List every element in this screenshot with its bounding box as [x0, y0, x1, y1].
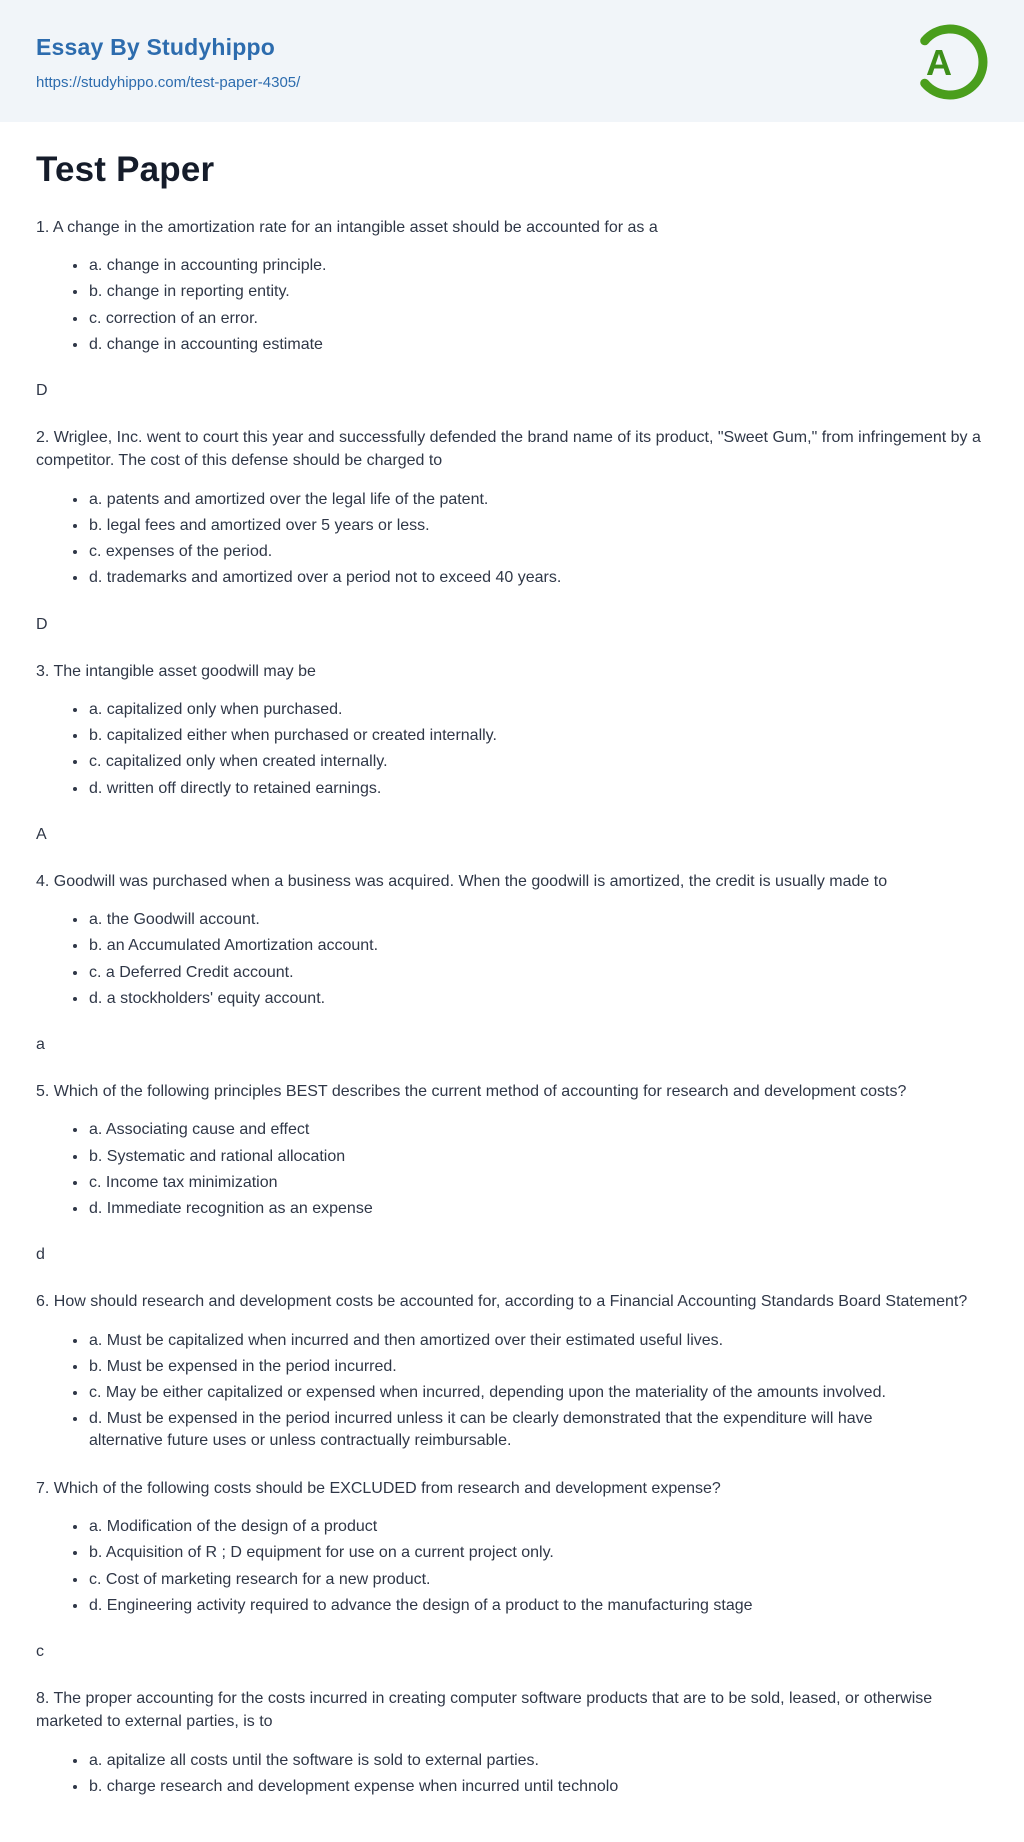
question-prompt: 4. Goodwill was purchased when a business was acquired. When the goodwill is amortized, the credit is usually made to — [36, 872, 888, 890]
question-option: • c. a Deferred Credit account. — [88, 962, 948, 983]
question-option: • d. Immediate recognition as an expense — [88, 1198, 948, 1219]
question-option: • b. capitalized either when purchased or created internally. — [88, 725, 948, 746]
question-options — [36, 255, 988, 355]
article-body — [0, 122, 1024, 1842]
question-options — [36, 699, 988, 799]
question-option: • c. capitalized only when created internally. — [88, 751, 948, 772]
site-title: Essay By Studyhippo — [36, 33, 275, 60]
question-block — [36, 1080, 988, 1264]
logo-letter: A — [926, 42, 952, 83]
question-option: • a. capitalized only when purchased. — [88, 699, 948, 720]
question-answer: D — [36, 382, 48, 400]
question-options — [36, 1516, 988, 1616]
question-option: • a. Modification of the design of a product — [88, 1516, 948, 1537]
question-block — [36, 1290, 988, 1451]
studyhippo-logo — [912, 24, 988, 100]
question-option: • a. Must be capitalized when incurred and then amortized over their estimated useful lives. — [88, 1330, 948, 1351]
question-option: • b. Acquisition of R ; D equipment for use on a current project only. — [88, 1542, 948, 1563]
question-option: • b. Must be expensed in the period incurred. — [88, 1356, 948, 1377]
studyhippo-logo-icon — [912, 24, 988, 100]
question-answer: A — [36, 825, 47, 843]
question-option: • a. Associating cause and effect — [88, 1119, 948, 1140]
question-option: • d. trademarks and amortized over a period not to exceed 40 years. — [88, 567, 948, 588]
question-block — [36, 660, 988, 844]
question-option: • a. change in accounting principle. — [88, 255, 948, 276]
question-option: • b. legal fees and amortized over 5 years or less. — [88, 515, 948, 536]
header-text — [36, 34, 300, 91]
question-option: • b. an Accumulated Amortization account. — [88, 935, 948, 956]
question-option: • d. Must be expensed in the period incurred unless it can be clearly demonstrated that the expenditure will have alternative future uses or unless contractually reimbursable. — [88, 1408, 948, 1451]
question-block — [36, 1687, 988, 1797]
question-answer: a — [36, 1036, 45, 1054]
questions-list — [36, 216, 988, 1797]
question-block — [36, 426, 988, 633]
question-option: • d. Engineering activity required to advance the design of a product to the manufacturing stage — [88, 1595, 948, 1616]
question-prompt: 5. Which of the following principles BEST describes the current method of accounting for research and development costs? — [36, 1083, 907, 1101]
question-block — [36, 870, 988, 1054]
question-prompt: 1. A change in the amortization rate for an intangible asset should be accounted for as a — [36, 219, 658, 236]
question-option: • d. change in accounting estimate — [88, 334, 948, 355]
question-prompt: 6. How should research and development costs be accounted for, according to a Financial Accounting Standards Board Statement? — [36, 1293, 968, 1311]
question-option: • c. Cost of marketing research for a new product. — [88, 1569, 948, 1590]
question-block — [36, 216, 988, 400]
question-options — [36, 909, 988, 1009]
page-header — [0, 0, 1024, 122]
question-answer: D — [36, 615, 48, 633]
question-options — [36, 489, 988, 589]
question-block — [36, 1477, 988, 1661]
question-answer: d — [36, 1246, 45, 1264]
question-option: • c. Income tax minimization — [88, 1172, 948, 1193]
question-prompt: 2. Wriglee, Inc. went to court this year and successfully defended the brand name of its product, "Sweet Gum," from infringement by a competitor. The cost of this defense should be charged to — [36, 429, 981, 470]
question-option: • c. expenses of the period. — [88, 541, 948, 562]
question-prompt: 8. The proper accounting for the costs incurred in creating computer software products that are to be sold, leased, or otherwise marketed to external parties, is to — [36, 1690, 933, 1731]
question-options — [36, 1330, 988, 1451]
page-title: Test Paper — [36, 150, 215, 189]
question-option: • a. apitalize all costs until the software is sold to external parties. — [88, 1750, 948, 1771]
page-url-link[interactable]: https://studyhippo.com/test-paper-4305/ — [36, 73, 301, 91]
question-option: • d. a stockholders' equity account. — [88, 988, 948, 1009]
question-options — [36, 1750, 988, 1798]
question-option: • d. written off directly to retained earnings. — [88, 778, 948, 799]
question-option: • a. the Goodwill account. — [88, 909, 948, 930]
question-option: • c. May be either capitalized or expensed when incurred, depending upon the materiality of the amounts involved. — [88, 1382, 948, 1403]
question-option: • c. correction of an error. — [88, 308, 948, 329]
question-option: • b. charge research and development expense when incurred until technolo — [88, 1776, 948, 1797]
question-options — [36, 1119, 988, 1219]
question-prompt: 7. Which of the following costs should be EXCLUDED from research and development expense? — [36, 1479, 721, 1497]
question-answer: c — [36, 1643, 44, 1661]
question-option: • b. change in reporting entity. — [88, 281, 948, 302]
question-option: • b. Systematic and rational allocation — [88, 1146, 948, 1167]
question-option: • a. patents and amortized over the legal life of the patent. — [88, 489, 948, 510]
question-prompt: 3. The intangible asset goodwill may be — [36, 662, 316, 680]
